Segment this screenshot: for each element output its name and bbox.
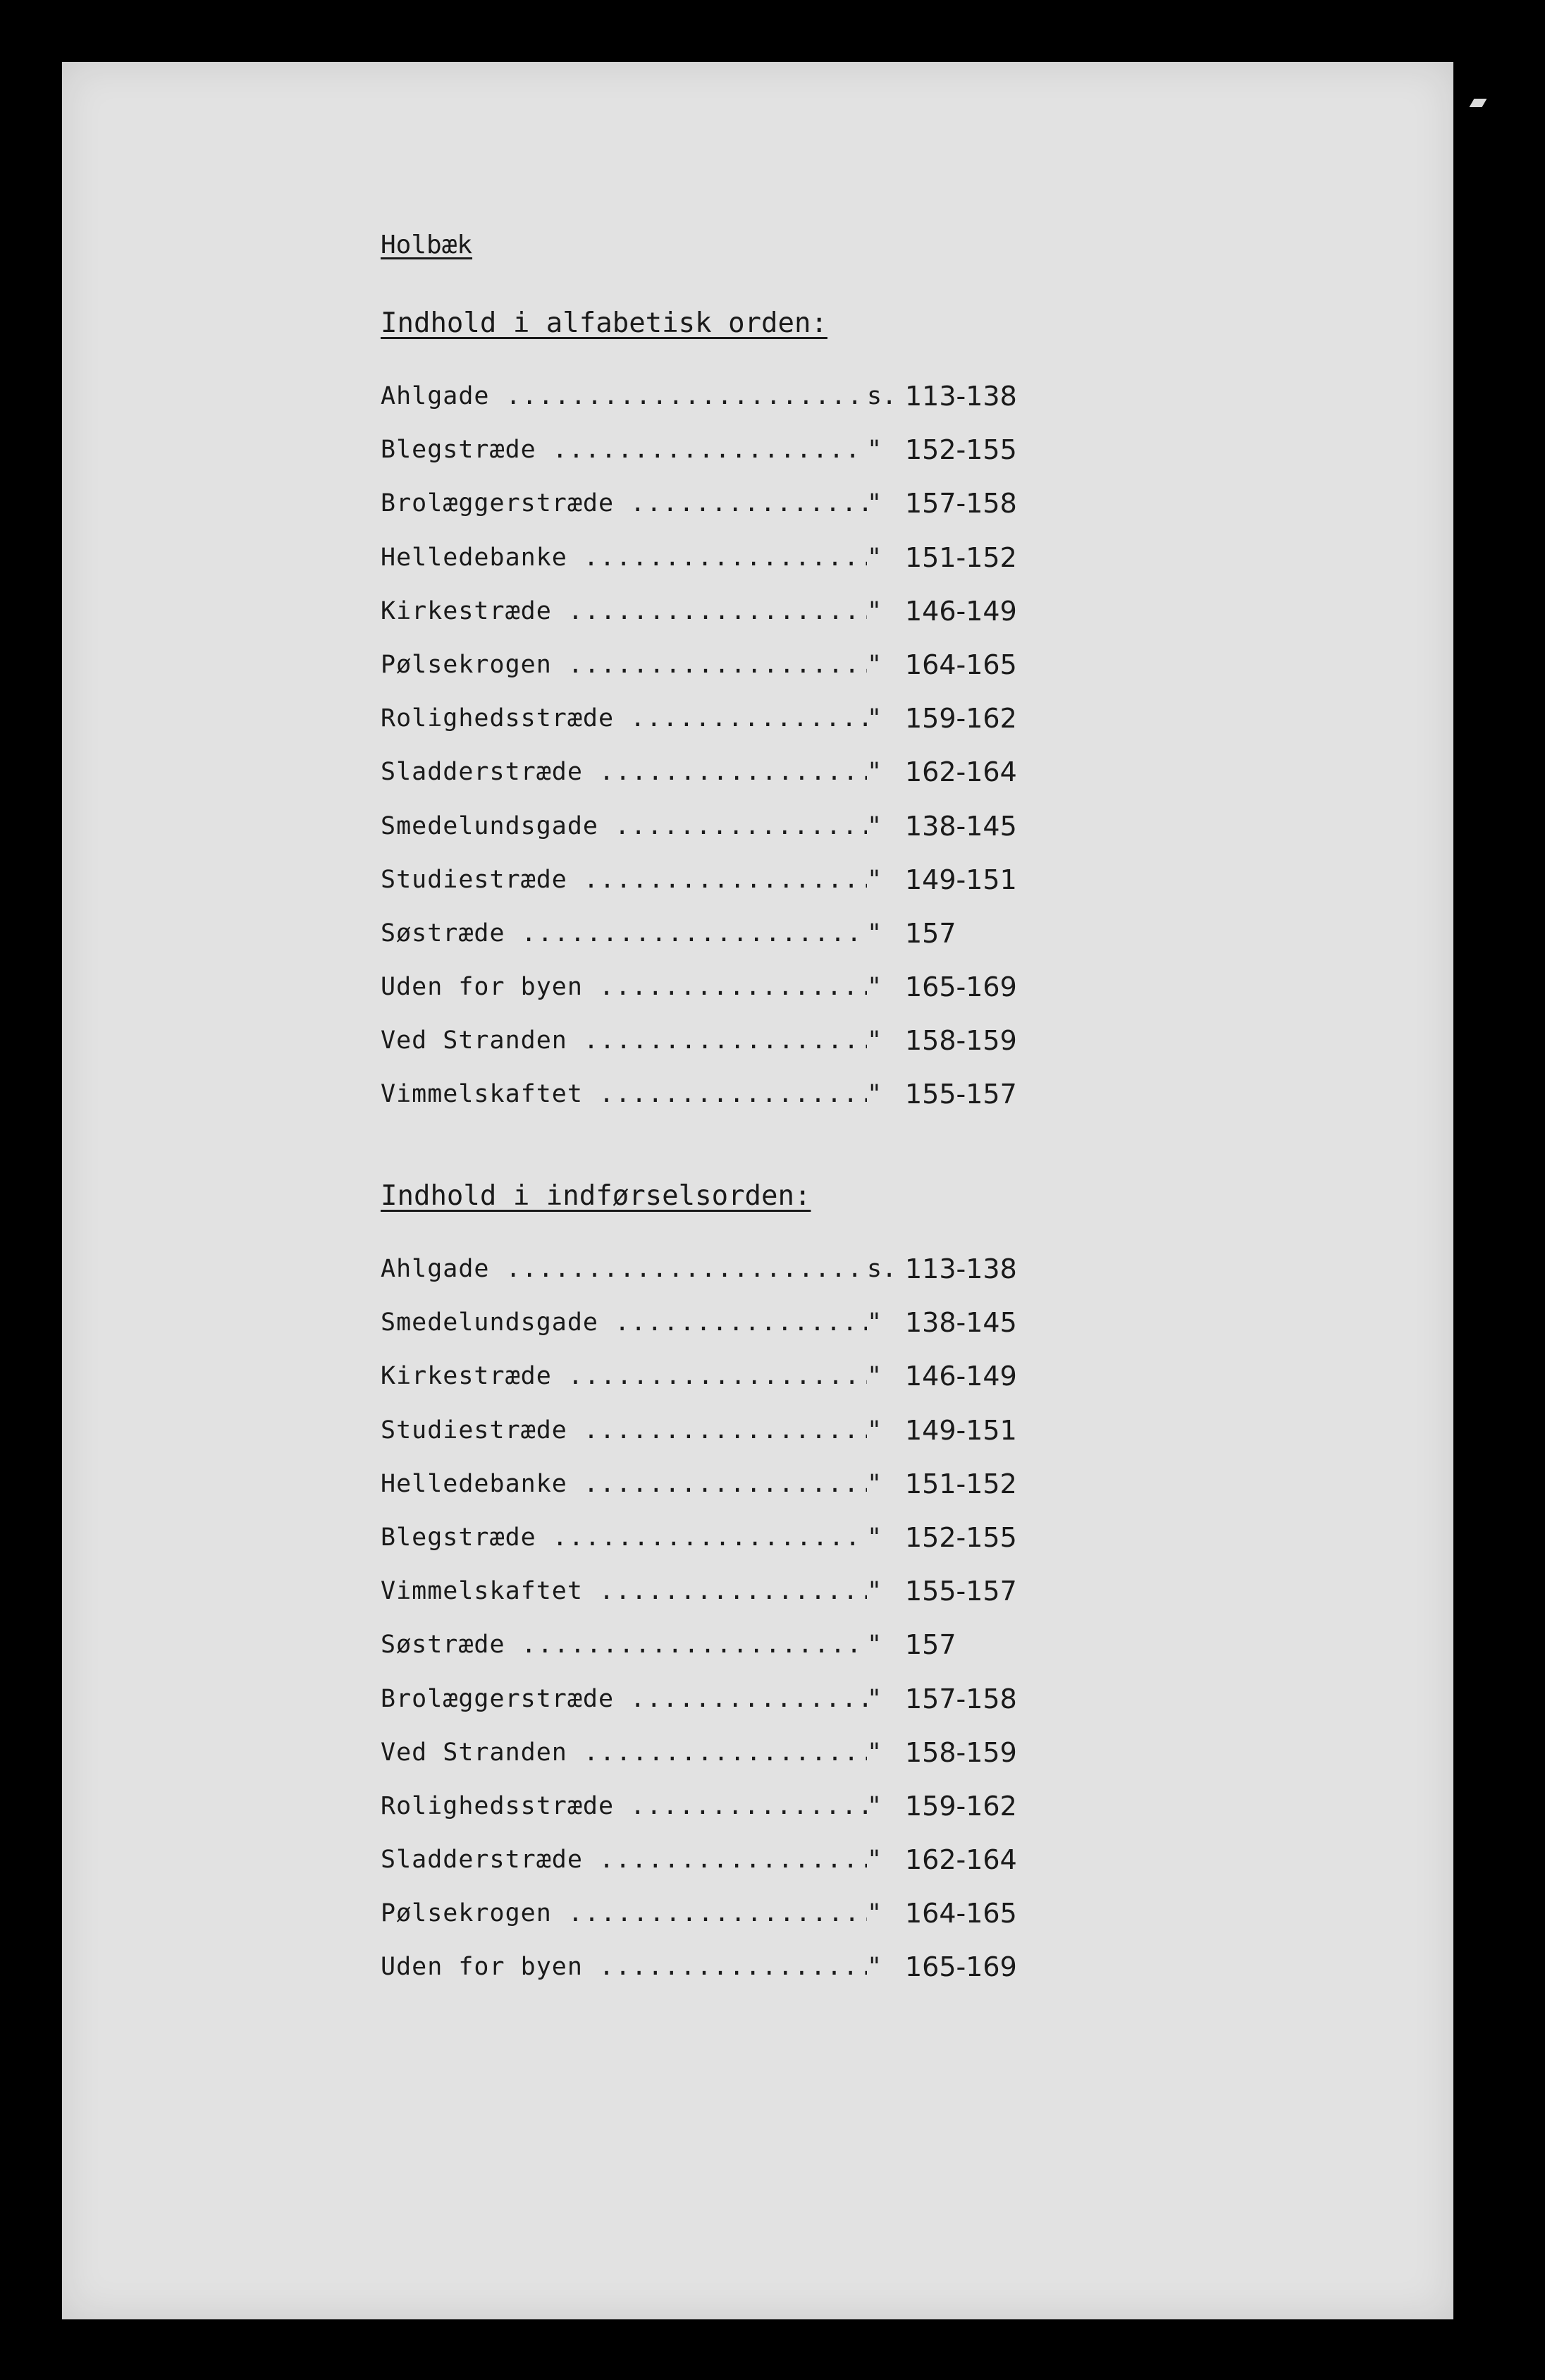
toc-entry <box>381 488 1156 541</box>
entry-pages: 155-157 <box>905 1079 1017 1110</box>
entry-name: Søstræde ..... <box>381 918 867 949</box>
place-title: Holbæk <box>381 231 473 259</box>
entry-name: Ved Stranden ..... <box>381 1737 867 1768</box>
entry-pages: 157 <box>905 917 956 949</box>
entry-prefix: " <box>867 596 882 625</box>
entry-pages: 159-162 <box>905 703 1017 735</box>
entry-name: Blegstræde ..... <box>381 1522 867 1553</box>
toc-entry <box>381 434 1156 488</box>
toc-entry <box>381 1951 1156 2005</box>
toc-entry <box>381 1629 1156 1683</box>
entry-name: Blegstræde ..... <box>381 434 867 465</box>
entry-pages: 146-149 <box>905 595 1017 627</box>
toc-entry <box>381 703 1156 756</box>
entry-prefix: s. <box>867 382 897 410</box>
entry-pages: 149-151 <box>905 864 1017 895</box>
entry-pages: 157-158 <box>905 488 1017 520</box>
toc-entry <box>381 1079 1156 1132</box>
entry-pages: 138-145 <box>905 1307 1017 1339</box>
toc-entry <box>381 1253 1156 1307</box>
entry-pages: 113-138 <box>905 381 1017 412</box>
entry-prefix: " <box>867 1953 882 1982</box>
entry-name: Rolighedsstræde ..... <box>381 1791 867 1822</box>
entry-name: Vimmelskaftet ..... <box>381 1576 867 1607</box>
entry-pages: 159-162 <box>905 1790 1017 1822</box>
entry-prefix: " <box>867 919 882 947</box>
entry-prefix: " <box>867 1631 882 1660</box>
toc-entry <box>381 1898 1156 1951</box>
entry-prefix: " <box>867 1080 882 1109</box>
toc-entry <box>381 1576 1156 1629</box>
entry-prefix: " <box>867 1738 882 1767</box>
entry-prefix: " <box>867 1308 882 1337</box>
toc-entry <box>381 1361 1156 1414</box>
toc-entry <box>381 1683 1156 1737</box>
entry-name: Kirkestræde ..... <box>381 596 867 627</box>
entry-name: Uden for byen ..... <box>381 971 867 1002</box>
entry-prefix: " <box>867 1899 882 1928</box>
entry-name: Pølsekrogen ..... <box>381 649 867 680</box>
entry-prefix: " <box>867 543 882 572</box>
entry-name: Smedelundsgade ..... <box>381 1307 867 1338</box>
entry-pages: 157-158 <box>905 1683 1017 1715</box>
toc-entry <box>381 1791 1156 1844</box>
entry-prefix: " <box>867 1416 882 1444</box>
entry-order-list <box>381 1253 1156 2006</box>
toc-entry <box>381 1415 1156 1468</box>
entry-prefix: " <box>867 1846 882 1875</box>
toc-entry <box>381 1307 1156 1361</box>
entry-pages: 162-164 <box>905 756 1017 788</box>
heading-alphabetical: Indhold i alfabetisk orden: <box>381 307 827 339</box>
entry-name: Uden for byen ..... <box>381 1951 867 1982</box>
entry-name: Studiestræde ..... <box>381 1415 867 1446</box>
entry-prefix: " <box>867 704 882 733</box>
entry-pages: 149-151 <box>905 1414 1017 1446</box>
entry-name: Ved Stranden ..... <box>381 1025 867 1056</box>
entry-prefix: s. <box>867 1255 897 1283</box>
toc-entry <box>381 596 1156 649</box>
entry-name: Rolighedsstræde ..... <box>381 703 867 734</box>
entry-name: Helledebanke ..... <box>381 1468 867 1499</box>
entry-name: Ahlgade ..... <box>381 1253 867 1284</box>
entry-pages: 146-149 <box>905 1361 1017 1392</box>
entry-pages: 151-152 <box>905 541 1017 573</box>
entry-pages: 165-169 <box>905 971 1017 1003</box>
alphabetical-list <box>381 381 1156 1133</box>
toc-entry <box>381 381 1156 434</box>
entry-pages: 162-164 <box>905 1844 1017 1876</box>
entry-prefix: " <box>867 811 882 840</box>
entry-name: Pølsekrogen ..... <box>381 1898 867 1929</box>
entry-pages: 165-169 <box>905 1951 1017 1983</box>
entry-prefix: " <box>867 1469 882 1498</box>
entry-prefix: " <box>867 489 882 518</box>
entry-pages: 113-138 <box>905 1253 1017 1284</box>
toc-entry <box>381 542 1156 596</box>
entry-pages: 151-152 <box>905 1468 1017 1499</box>
entry-name: Studiestræde ..... <box>381 864 867 895</box>
entry-prefix: " <box>867 1026 882 1055</box>
entry-pages: 157 <box>905 1629 956 1661</box>
entry-pages: 158-159 <box>905 1736 1017 1768</box>
toc-entry <box>381 1468 1156 1522</box>
entry-pages: 138-145 <box>905 810 1017 842</box>
entry-name: Vimmelskaftet ..... <box>381 1079 867 1110</box>
entry-name: Smedelundsgade ..... <box>381 811 867 842</box>
entry-name: Søstræde ..... <box>381 1629 867 1660</box>
corner-mark <box>1470 99 1487 107</box>
heading-entry-order: Indhold i indførselsorden: <box>381 1180 811 1212</box>
toc-entry <box>381 649 1156 703</box>
entry-prefix: " <box>867 758 882 787</box>
entry-pages: 152-155 <box>905 434 1017 466</box>
entry-prefix: " <box>867 973 882 1002</box>
entry-prefix: " <box>867 1523 882 1552</box>
entry-name: Sladderstræde ..... <box>381 756 867 787</box>
entry-name: Kirkestræde ..... <box>381 1361 867 1392</box>
entry-pages: 164-165 <box>905 1898 1017 1930</box>
toc-entry <box>381 1844 1156 1898</box>
entry-pages: 158-159 <box>905 1025 1017 1057</box>
entry-name: Brolæggerstræde ..... <box>381 1683 867 1715</box>
toc-entry <box>381 1522 1156 1576</box>
entry-name: Sladderstræde ..... <box>381 1844 867 1875</box>
toc-entry <box>381 1025 1156 1079</box>
entry-prefix: " <box>867 1577 882 1606</box>
toc-entry <box>381 811 1156 864</box>
entry-pages: 152-155 <box>905 1521 1017 1553</box>
toc-entry <box>381 756 1156 810</box>
entry-prefix: " <box>867 650 882 679</box>
toc-entry <box>381 971 1156 1025</box>
toc-entry <box>381 918 1156 971</box>
toc-entry <box>381 864 1156 918</box>
toc-entry <box>381 1737 1156 1791</box>
entry-name: Ahlgade ..... <box>381 381 867 412</box>
entry-name: Brolæggerstræde ..... <box>381 488 867 519</box>
entry-prefix: " <box>867 865 882 894</box>
entry-pages: 164-165 <box>905 649 1017 680</box>
entry-pages: 155-157 <box>905 1576 1017 1607</box>
entry-prefix: " <box>867 1791 882 1820</box>
entry-prefix: " <box>867 436 882 465</box>
entry-name: Helledebanke ..... <box>381 542 867 573</box>
entry-prefix: " <box>867 1362 882 1391</box>
entry-prefix: " <box>867 1684 882 1713</box>
